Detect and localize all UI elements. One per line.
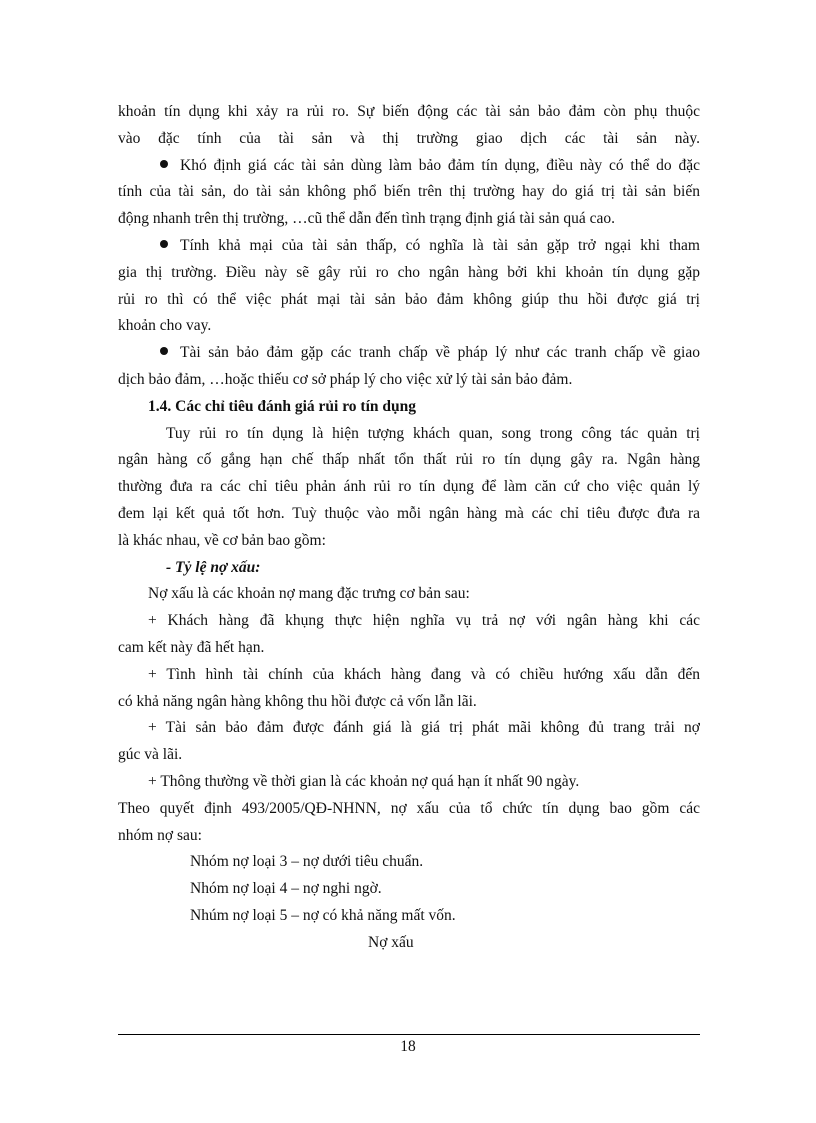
- section-heading: 1.4. Các chỉ tiêu đánh giá rủi ro tín dụng: [148, 397, 416, 415]
- text-line: đem lại kết quả tốt hơn. Tuỳ thuộc vào mỗi ngân hàng mà các chỉ tiêu được đưa ra: [118, 504, 700, 522]
- subheading: - Tỷ lệ nợ xấu:: [166, 558, 261, 576]
- text-line: ngân hàng cố gắng hạn chế thấp nhất tổn thất rủi ro tín dụng gây ra. Ngân hàng: [118, 451, 700, 469]
- text-line: tính của tài sản, do tài sản không phổ biến trên thị trường hay do giá trị tài sản biến: [118, 183, 700, 201]
- text-line: là khác nhau, về cơ bản bao gồm:: [118, 531, 326, 549]
- plus-item: + Khách hàng đã khụng thực hiện nghĩa vụ trả nợ với ngân hàng khi các: [148, 612, 700, 630]
- text-line: dịch bảo đảm, …hoặc thiếu cơ sở pháp lý cho việc xử lý tài sản bảo đảm.: [118, 370, 573, 388]
- bullet-icon: [160, 240, 168, 248]
- bullet-item: [118, 233, 700, 260]
- text-line: Theo quyết định 493/2005/QĐ-NHNN, nợ xấu của tổ chức tín dụng bao gồm các: [118, 799, 700, 817]
- text-line: khoản cho vay.: [118, 317, 212, 335]
- text-line: vào đặc tính của tài sản và thị trường giao dịch các tài sản này.: [118, 129, 700, 147]
- list-item: Nhóm nợ loại 4 – nợ nghi ngờ.: [190, 880, 382, 898]
- bullet-item: [118, 340, 700, 367]
- plus-item: + Tình hình tài chính của khách hàng đang và có chiều hướng xấu dẫn đến: [148, 665, 700, 683]
- plus-item: + Thông thường về thời gian là các khoản nợ quá hạn ít nhất 90 ngày.: [148, 772, 580, 790]
- text-line: rủi ro thì có thể việc phát mại tài sản bảo đảm không giúp thu hồi được giá trị: [118, 290, 700, 308]
- text-line: khoản tín dụng khi xảy ra rủi ro. Sự biến động các tài sản bảo đảm còn phụ thuộc: [118, 103, 700, 120]
- list-item: Nhúm nợ loại 5 – nợ có khả năng mất vốn.: [190, 906, 456, 924]
- text-line: Tuy rủi ro tín dụng là hiện tượng khách quan, song trong công tác quản trị: [166, 424, 700, 442]
- bullet-item: [118, 153, 700, 180]
- list-item: Nhóm nợ loại 3 – nợ dưới tiêu chuẩn.: [190, 853, 424, 871]
- text-line: Tài sản bảo đảm gặp các tranh chấp về pháp lý như các tranh chấp về giao: [180, 344, 700, 362]
- page-number: 18: [400, 1038, 416, 1055]
- bullet-icon: [160, 347, 168, 355]
- plus-item: + Tài sản bảo đảm được đánh giá là giá trị phát mãi không đủ trang trải nợ: [148, 719, 700, 737]
- text-line: nhóm nợ sau:: [118, 826, 202, 844]
- text-line: cam kết này đã hết hạn.: [118, 638, 265, 656]
- text-line: Khó định giá các tài sản dùng làm bảo đảm tín dụng, điều này có thể do đặc: [180, 156, 700, 174]
- text-line: Tính khả mại của tài sản thấp, có nghĩa là tài sản gặp trở ngại khi tham: [180, 236, 700, 254]
- text-line: gúc và lãi.: [118, 746, 183, 764]
- text-line: động nhanh trên thị trường, …cũ thể dẫn đến tình trạng định giá tài sản quá cao.: [118, 210, 615, 228]
- text-line: Nợ xấu là các khoản nợ mang đặc trưng cơ bản sau:: [148, 585, 470, 603]
- text-line: gia thị trường. Điều này sẽ gây rủi ro cho ngân hàng bởi khi khoản tín dụng gặp: [118, 263, 700, 281]
- bullet-icon: [160, 160, 168, 168]
- body-text: [118, 99, 700, 957]
- text-line: có khả năng ngân hàng không thu hồi được cả vốn lẫn lãi.: [118, 692, 477, 710]
- figure-caption: Nợ xấu: [368, 933, 414, 951]
- text-line: thường đưa ra các chỉ tiêu phản ánh rủi ro tín dụng để làm căn cứ cho việc quản lý: [118, 478, 700, 496]
- footer-divider: [118, 1034, 700, 1035]
